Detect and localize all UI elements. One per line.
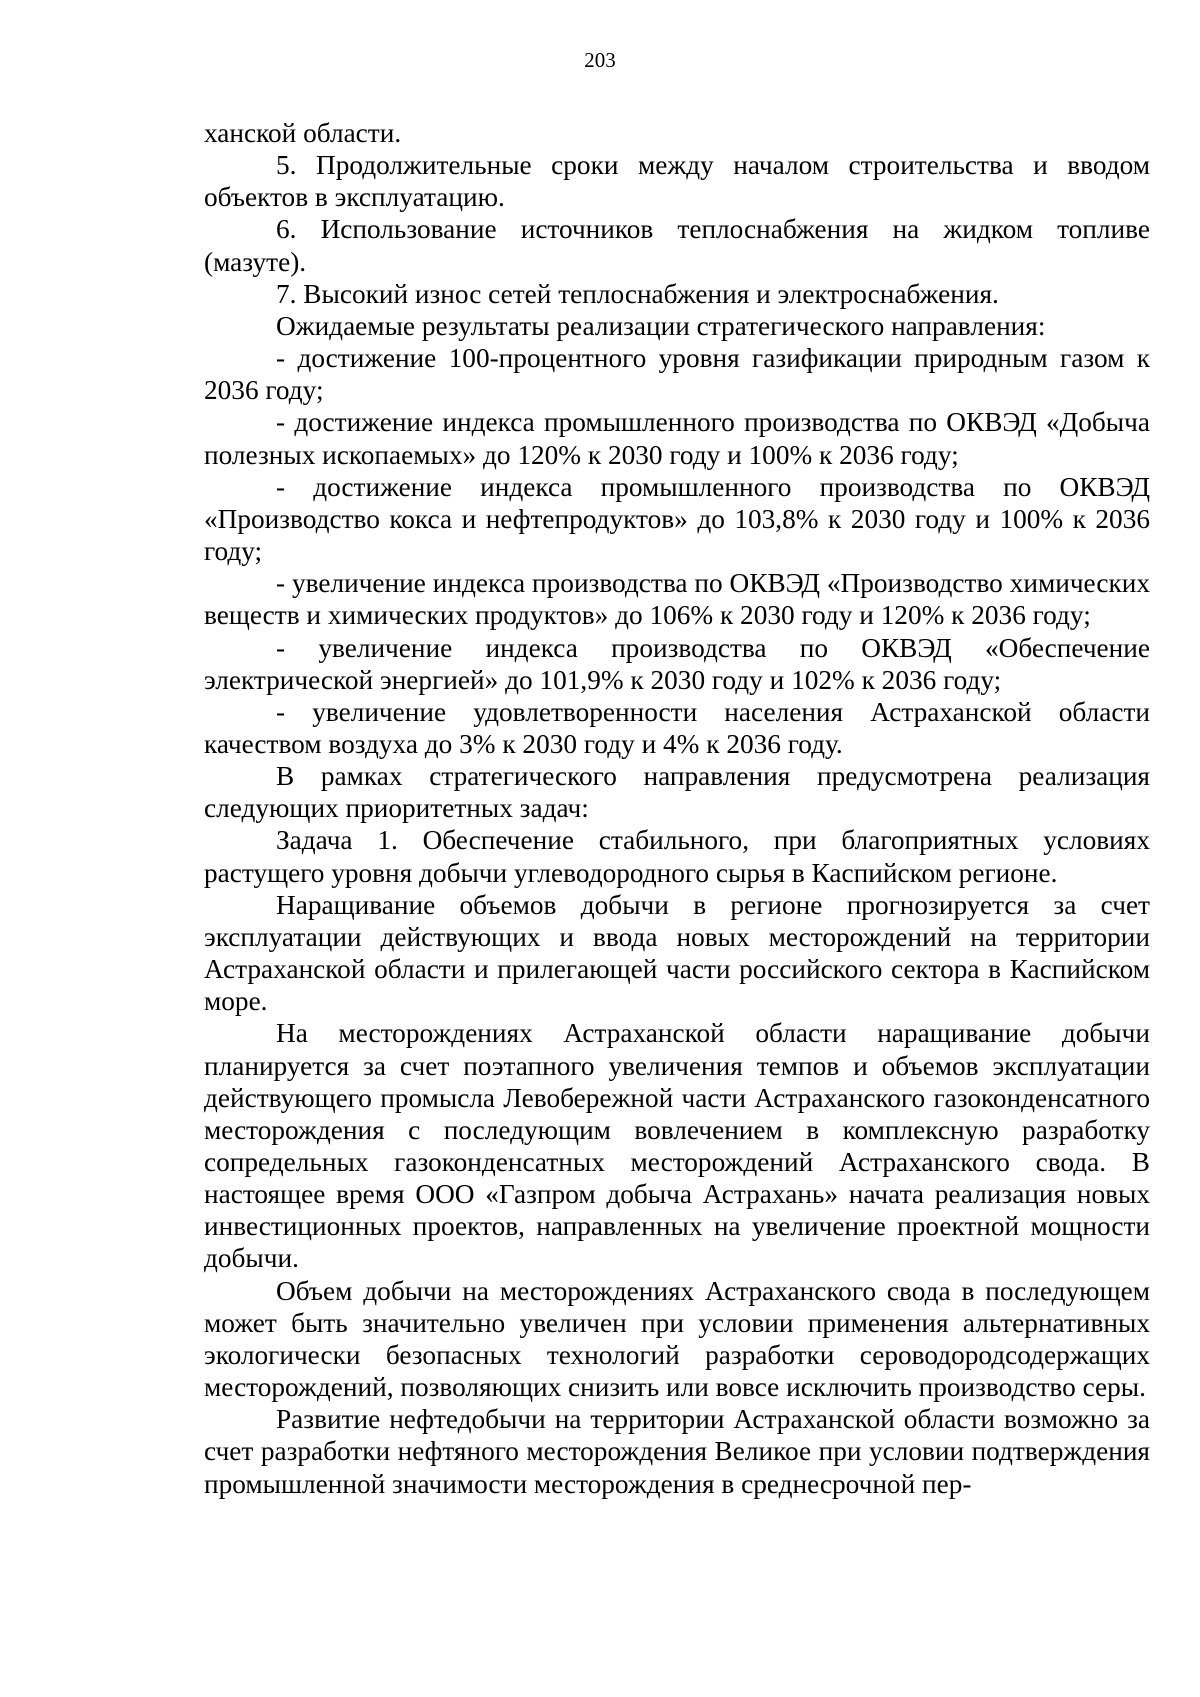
paragraph-astrakhan-arch-volume: Объем добычи на месторождениях Астраханского свода в последующем может быть значительно увеличен при условии применения альтернативных экологически безопасных технологий разработки сероводородсодержащих месторождений, позволяющих снизить или вовсе исключить производство серы.	[204, 1275, 1150, 1403]
paragraph-production-growth: Наращивание объемов добычи в регионе прогнозируется за счет эксплуатации действующих и ввода новых месторождений на территории Астраханской области и прилегающей части российского сектора в Каспийском море.	[204, 889, 1150, 1017]
paragraph-result-mining-index: - достижение индекса промышленного производства по ОКВЭД «Добыча полезных ископаемых» до 120% к 2030 году и 100% к 2036 году;	[204, 407, 1150, 470]
paragraph-continuation: ханской области.	[204, 118, 402, 148]
paragraph-item-5: 5. Продолжительные сроки между началом строительства и вводом объектов в эксплуатацию.	[204, 150, 1150, 213]
text-body	[204, 117, 1150, 1500]
paragraph-task-1: Задача 1. Обеспечение стабильного, при благоприятных условиях растущего уровня добычи углеводородного сырья в Каспийском регионе.	[204, 825, 1150, 888]
paragraph-item-7: 7. Высокий износ сетей теплоснабжения и электроснабжения.	[276, 278, 999, 309]
paragraph-result-gasification: - достижение 100-процентного уровня газификации природным газом к 2036 году;	[204, 343, 1150, 406]
paragraph-priority-tasks: В рамках стратегического направления предусмотрена реализация следующих приоритетных задач:	[204, 761, 1150, 824]
page-number: 203	[584, 48, 616, 72]
paragraph-astrakhan-fields: На месторождениях Астраханской области наращивание добычи планируется за счет поэтапного увеличения темпов и объемов эксплуатации действующего промысла Левобережной части Астраханского газоконденсатного месторождения с последующим вовлечением в комплексную разработку сопредельных газоконденсатных месторождений Астраханского свода. В настоящее время ООО «Газпром добыча Астрахань» начата реализация новых инвестиционных проектов, направленных на увеличение проектной мощности добычи.	[204, 1018, 1150, 1274]
paragraph-result-chemical-index: - увеличение индекса производства по ОКВЭД «Производство химических веществ и химических продуктов» до 106% к 2030 году и 120% к 2036 году;	[204, 568, 1150, 631]
paragraph-result-coke-index: - достижение индекса промышленного производства по ОКВЭД «Производство кокса и нефтепродуктов» до 103,8% к 2030 году и 100% к 2036 году;	[204, 471, 1150, 567]
paragraph-item-6: 6. Использование источников теплоснабжения на жидком топливе (мазуте).	[204, 214, 1150, 277]
paragraph-result-electricity-index: - увеличение индекса производства по ОКВЭД «Обеспечение электрической энергией» до 101,9% к 2030 году и 102% к 2036 году;	[204, 632, 1150, 695]
paragraph-expected-results-heading: Ожидаемые результаты реализации стратегического направления:	[276, 310, 1046, 341]
paragraph-result-air-quality: - увеличение удовлетворенности населения Астраханской области качеством воздуха до 3% к 2030 году и 4% к 2036 году.	[204, 696, 1150, 759]
paragraph-oil-production: Развитие нефтедобычи на территории Астраханской области возможно за счет разработки нефтяного месторождения Великое при условии подтверждения промышленной значимости месторождения в среднесрочной пер-	[204, 1404, 1150, 1499]
